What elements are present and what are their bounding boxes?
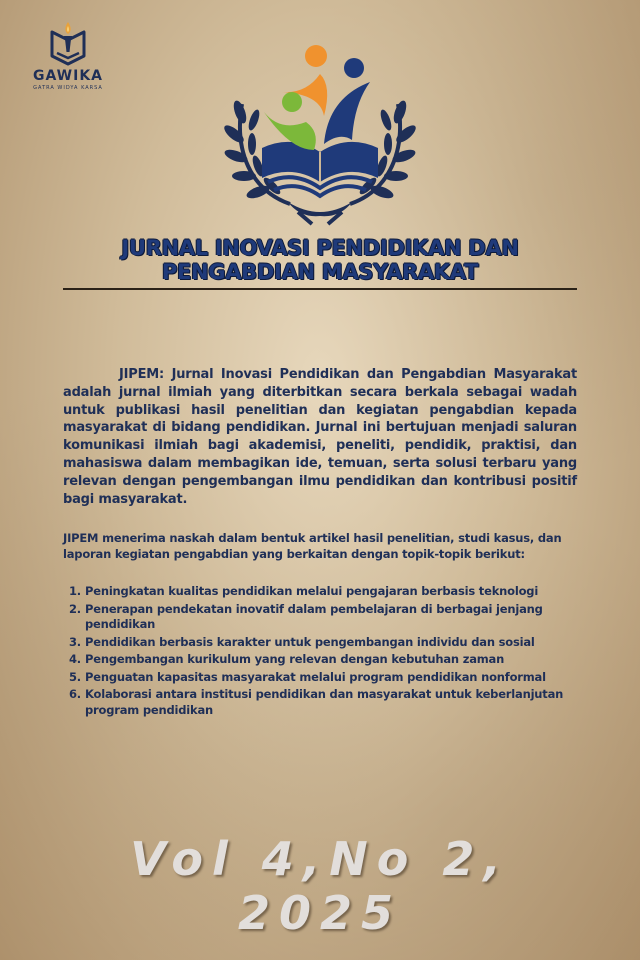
topic-list xyxy=(63,584,577,720)
scope-intro: JIPEM menerima naskah dalam bentuk artikel hasil penelitian, studi kasus, dan laporan kegiatan pengabdian yang berkaitan dengan topik-topik berikut: xyxy=(63,531,562,561)
people-figures-icon xyxy=(264,45,370,150)
list-text: Pendidikan berbasis karakter untuk pengembangan individu dan sosial xyxy=(85,634,535,649)
list-item xyxy=(63,687,577,718)
list-text: Penerapan pendekatan inovatif dalam pembelajaran di berbagai jenjang pendidikan xyxy=(85,601,543,631)
publisher-tagline: GATRA WIDYA KARSA xyxy=(33,85,103,91)
journal-title-line1: JURNAL INOVASI PENDIDIKAN DAN xyxy=(121,236,519,260)
publisher-name: GAWIKA xyxy=(32,68,104,84)
list-item xyxy=(63,584,577,600)
list-number: 3. xyxy=(69,634,81,649)
title-divider xyxy=(63,288,577,290)
list-text: Pengembangan kurikulum yang relevan dengan kebutuhan zaman xyxy=(85,652,505,666)
list-text: Peningkatan kualitas pendidikan melalui pengajaran berbasis teknologi xyxy=(85,584,539,598)
journal-title xyxy=(60,236,580,284)
journal-description: JIPEM: Jurnal Inovasi Pendidikan dan Pengabdian Masyarakat adalah jurnal ilmiah yang diterbitkan secara berkala sebagai wadah untuk publikasi hasil penelitian dan kegiatan pengabdian kepada masyarakat di bidang pendidikan. Jurnal ini bertujuan menjadi saluran komunikasi ilmiah bagi akademisi, peneliti, pendidik, praktisi, dan mahasiswa dalam membagikan ide, temuan, serta solusi terbaru yang relevan dengan pengembangan ilmu pendidikan dan kontribusi positif bagi masyarakat. xyxy=(63,367,577,507)
list-number: 2. xyxy=(69,601,81,616)
open-book-icon xyxy=(262,142,378,196)
journal-emblem xyxy=(220,40,420,230)
list-number: 5. xyxy=(69,669,81,684)
torch-book-icon xyxy=(46,20,90,66)
journal-title-line2: PENGABDIAN MASYARAKAT xyxy=(161,260,479,284)
publisher-logo xyxy=(28,20,108,91)
list-item xyxy=(63,670,577,686)
list-number: 4. xyxy=(69,652,81,666)
list-item xyxy=(63,652,577,668)
list-text: Kolaborasi antara institusi pendidikan dan masyarakat untuk keberlanjutan program pendidikan xyxy=(85,687,564,717)
list-text: Penguatan kapasitas masyarakat melalui program pendidikan nonformal xyxy=(85,669,546,684)
list-number: 1. xyxy=(69,584,81,598)
volume-issue: Vol 4,No 2, 2025 xyxy=(130,832,510,940)
list-number: 6. xyxy=(69,687,81,701)
list-item xyxy=(63,602,577,633)
list-item xyxy=(63,635,577,651)
